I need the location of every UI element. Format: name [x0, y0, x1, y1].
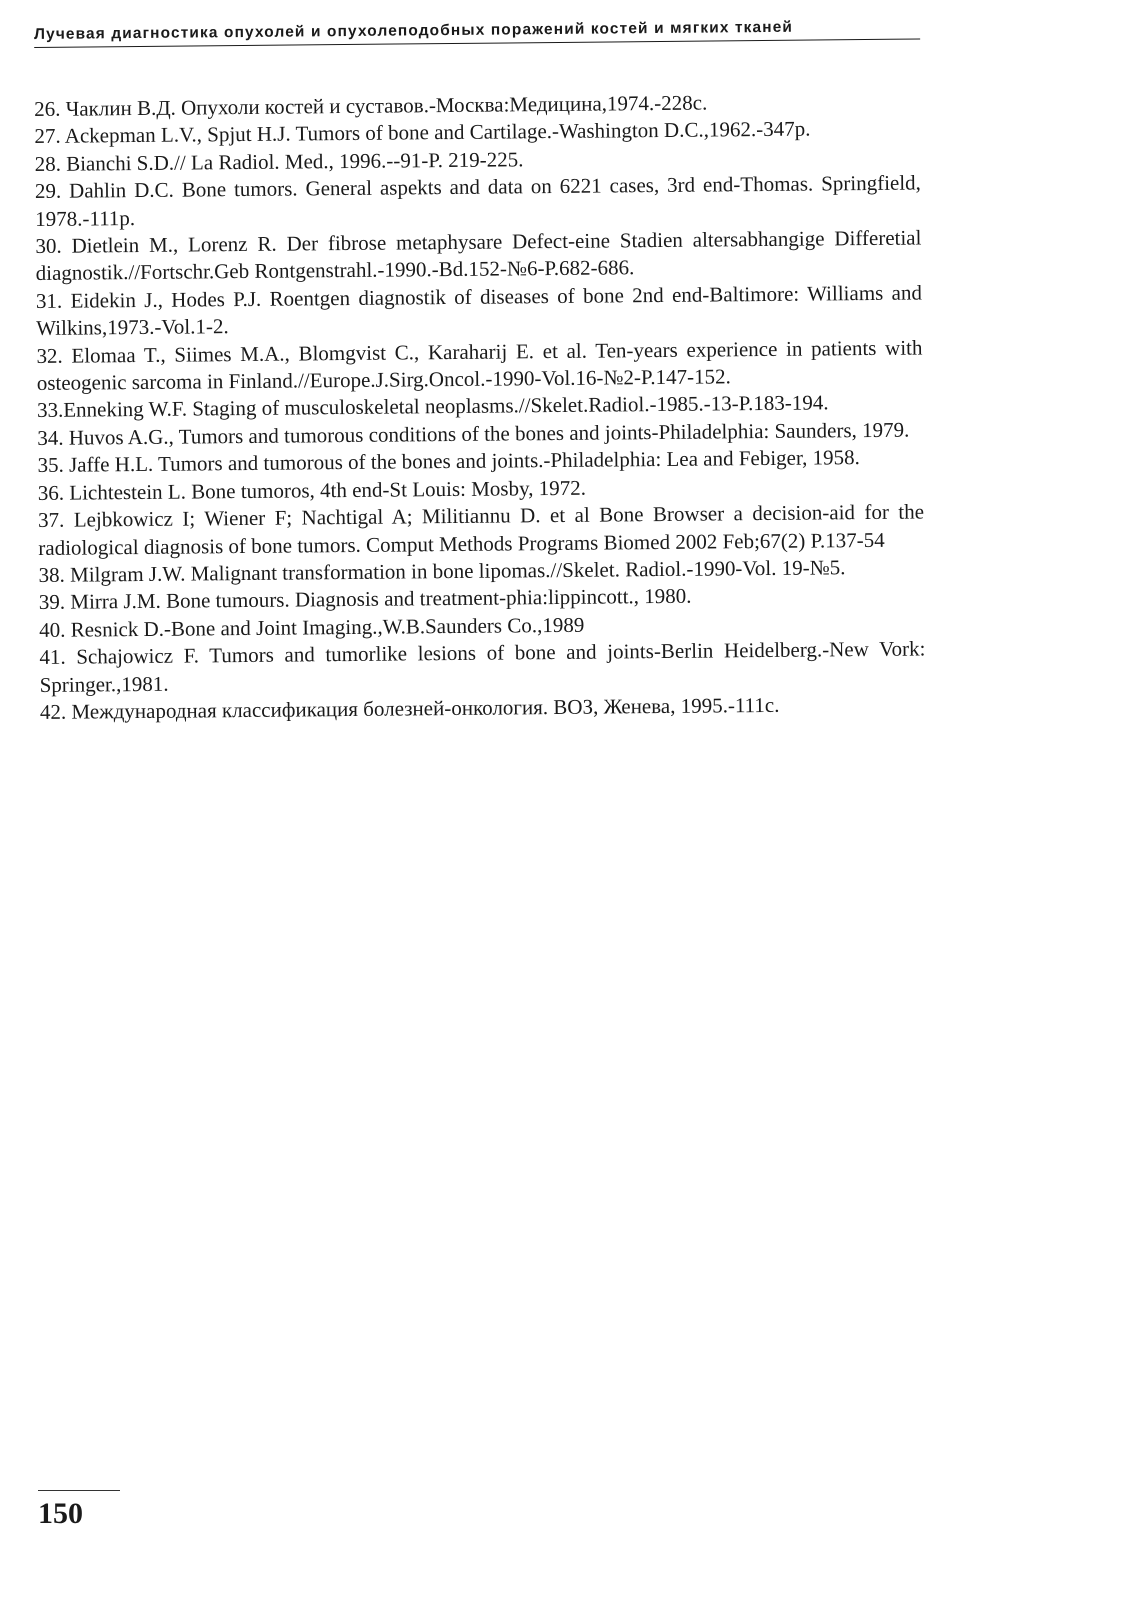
footer-rule [38, 1490, 120, 1491]
reference-item: 41. Schajowicz F. Tumors and tumorlike lesions of bone and joints-Berlin Heidelberg.-New Vork: Springer.,1981. [39, 636, 926, 697]
reference-item: 29. Dahlin D.C. Bone tumors. General aspekts and data on 6221 cases, 3rd end-Thomas. Springfield, 1978.-111p. [34, 170, 921, 231]
reference-item: 36. Lichtestein L. Bone tumoros, 4th end-St Louis: Mosby, 1972. [37, 475, 587, 505]
reference-item: 30. Dietlein M., Lorenz R. Der fibrose metaphysare Defect-eine Stadien altersabhangige Differetial diagnostik.//Fortschr.Geb Rontgenstrahl.-1990.-Bd.152-№6-P.682-686. [35, 225, 922, 286]
reference-item: 26. Чаклин В.Д. Опухоли костей и суставов.-Москва:Медицина,1974.-228с. [34, 90, 708, 121]
reference-item: 32. Elomaa T., Siimes M.A., Blomgvist C., Karaharij E. et al. Ten-years experience in patients with osteogenic sarcoma in Finland.//Europe.J.Sirg.Oncol.-1990-Vol.16-№2-P.147-152. [36, 335, 923, 396]
reference-item: 34. Huvos A.G., Tumors and tumorous conditions of the bones and joints-Philadelphia: Saunders, 1979. [37, 417, 910, 450]
reference-item: 42. Международная классификация болезней-онкология. ВОЗ, Женева, 1995.-111с. [39, 692, 780, 724]
reference-list [34, 87, 926, 726]
reference-item: 37. Lejbkowicz I; Wiener F; Nachtigal A; Militiannu D. et al Bone Browser a decision-aid for the radiological diagnosis of bone tumors. Comput Methods Programs Biomed 2002 Feb;67(2) P.137-54 [37, 499, 925, 560]
reference-item: 38. Milgram J.W. Malignant transformation in bone lipomas.//Skelet. Radiol.-1990-Vol. 19-№5. [38, 555, 846, 587]
reference-item: 28. Bianchi S.D.// La Radiol. Med., 1996.--91-P. 219-225. [34, 147, 524, 176]
reference-item: 35. Jaffe H.L. Tumors and tumorous of the bones and joints.-Philadelphia: Lea and Febiger, 1958. [37, 445, 860, 478]
running-header: Лучевая диагностика опухолей и опухолеподобных поражений костей и мягких тканей [34, 17, 920, 48]
page-number: 150 [38, 1497, 83, 1530]
reference-item: 33.Enneking W.F. Staging of musculoskeletal neoplasms.//Skelet.Radiol.-1985.-13-P.183-194. [36, 390, 829, 423]
reference-item: 40. Resnick D.-Bone and Joint Imaging.,W.B.Saunders Co.,1989 [39, 612, 585, 642]
reference-item: 31. Eidekin J., Hodes P.J. Roentgen diagnostik of diseases of bone 2nd end-Baltimore: Williams and Wilkins,1973.-Vol.1-2. [35, 280, 923, 341]
reference-item: 39. Mirra J.M. Bone tumours. Diagnosis and treatment-phia:lippincott., 1980. [38, 584, 692, 615]
reference-item: 27. Ackepman L.V., Spjut H.J. Tumors of bone and Cartilage.-Washington D.C.,1962.-347p. [34, 116, 811, 149]
